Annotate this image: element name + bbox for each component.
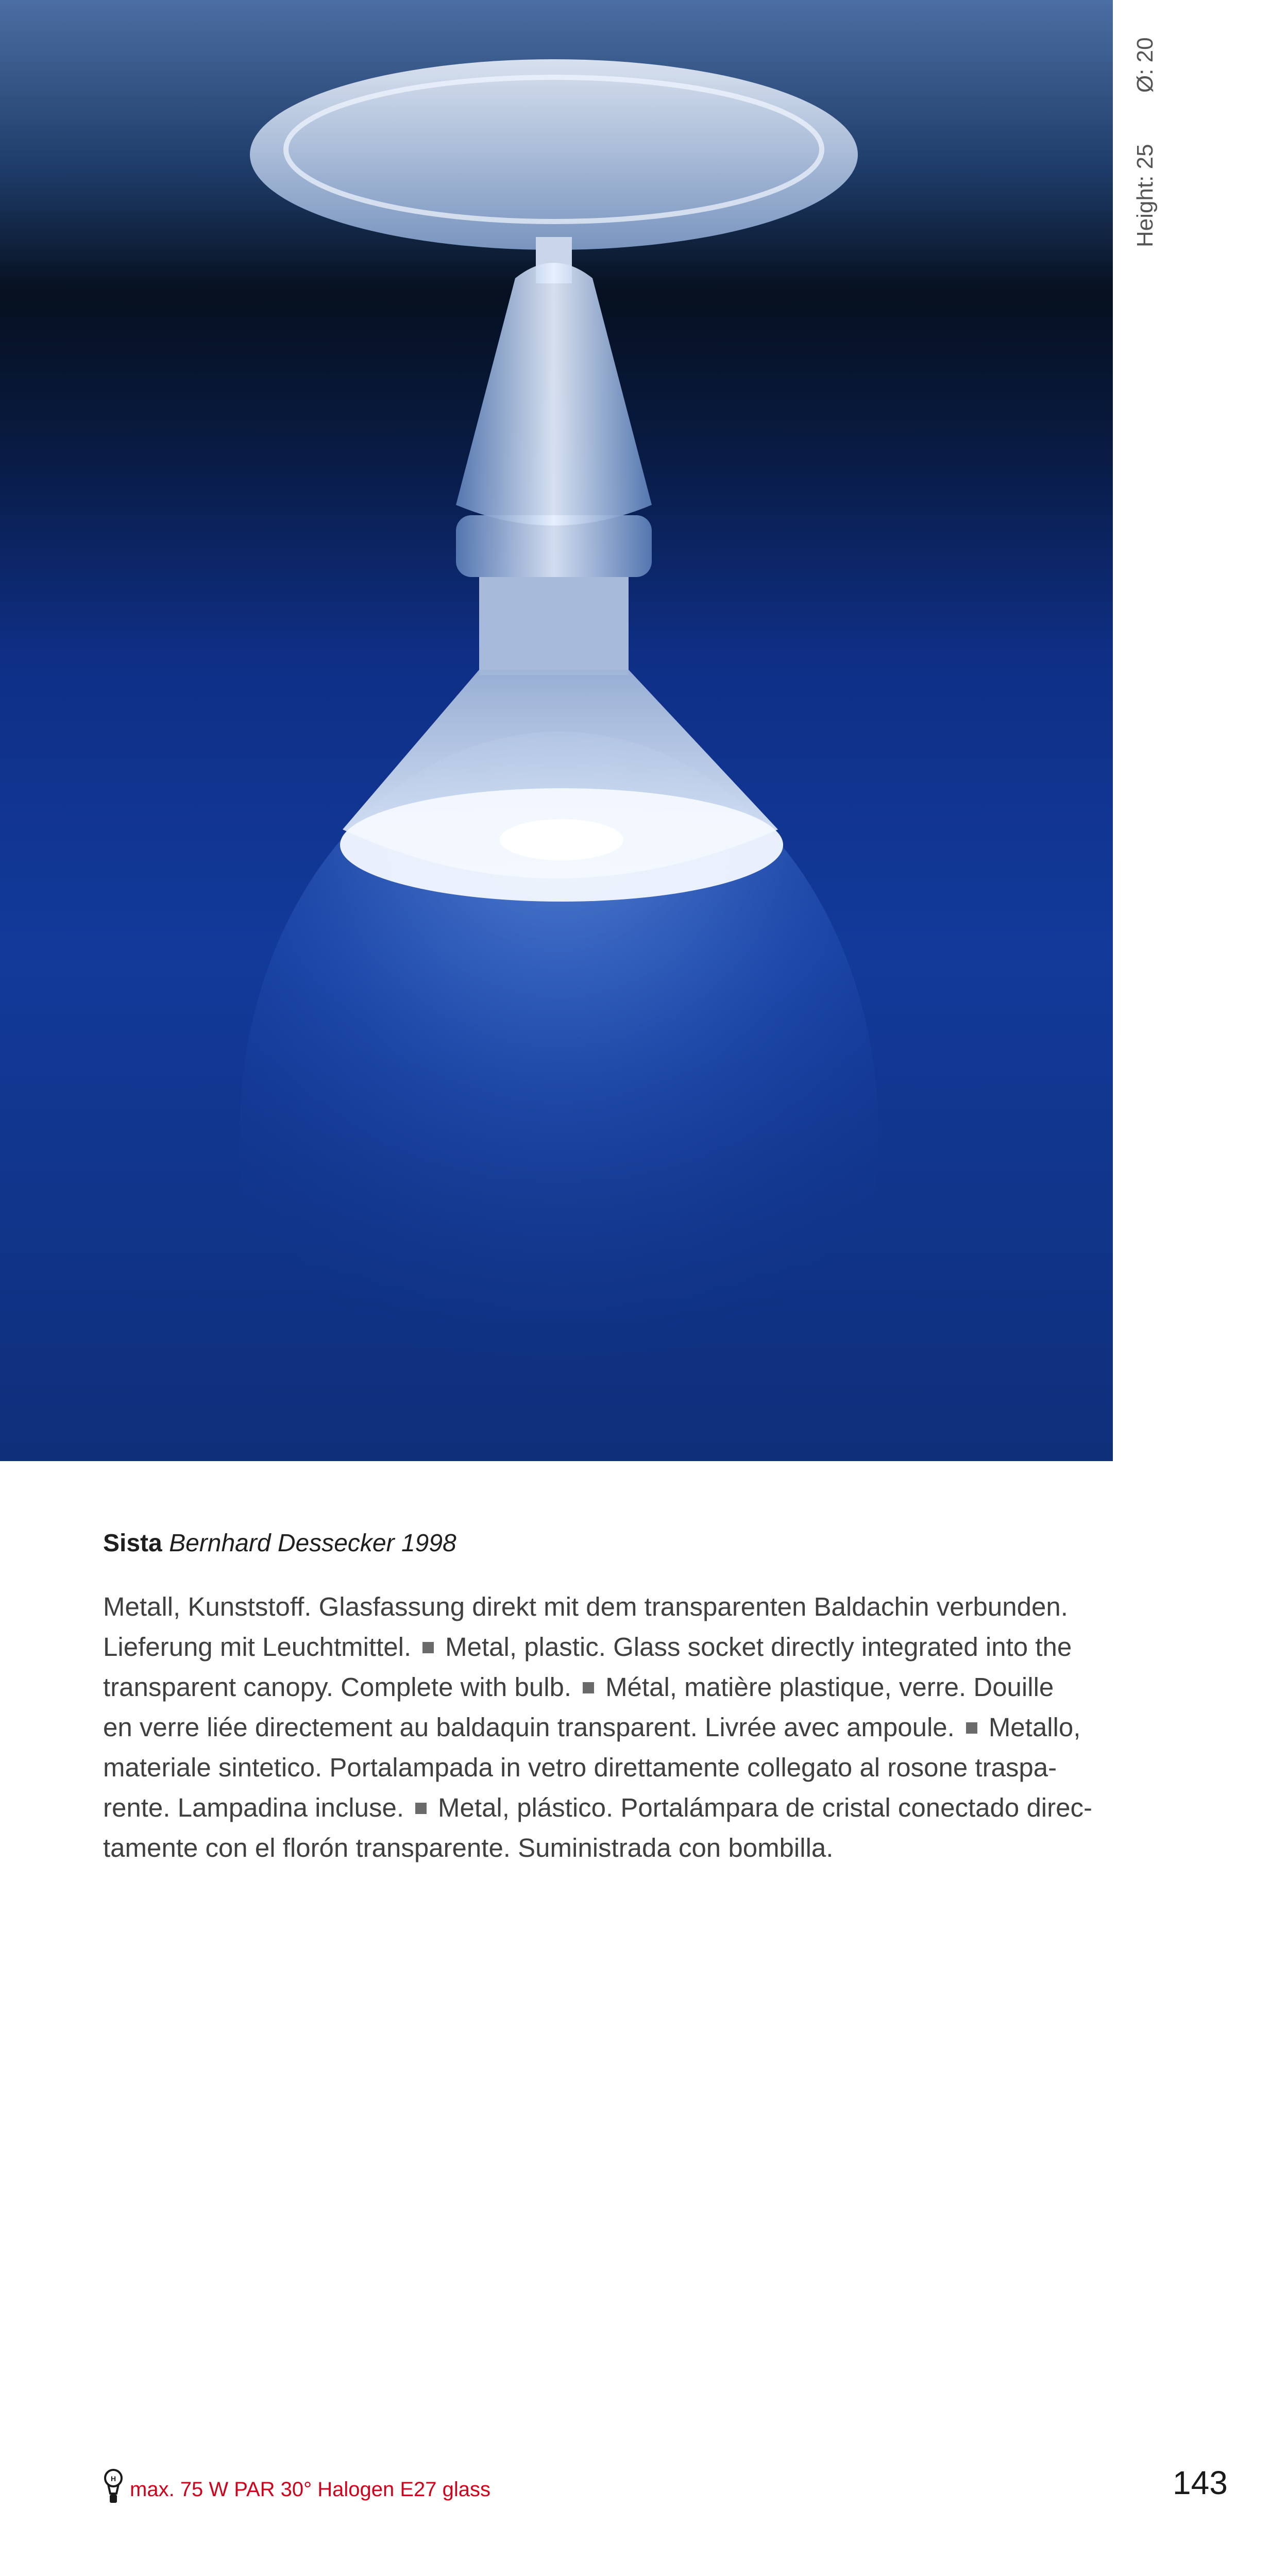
description-line: rente. Lampadina incluse. Metal, plástico. Portalámpara de cristal conectado direc- <box>103 1793 1092 1822</box>
designer-year: Bernhard Dessecker 1998 <box>169 1530 456 1557</box>
description-line: materiale sintetico. Portalampada in vetro direttamente collegato al rosone traspa- <box>103 1753 1057 1782</box>
product-photo <box>0 0 1113 1461</box>
svg-text:H: H <box>110 2475 116 2483</box>
glass-socket <box>456 263 652 526</box>
height-dimension: Height: 25 <box>1132 144 1158 247</box>
description-line: Lieferung mit Leuchtmittel. Metal, plastic. Glass socket directly integrated into the <box>103 1632 1072 1662</box>
separator-square-icon <box>966 1722 977 1734</box>
lamp-illustration <box>0 0 1113 1461</box>
product-title <box>103 1529 456 1557</box>
dimensions-label <box>1127 31 1163 268</box>
bulb-icon <box>103 2468 124 2510</box>
page-number: 143 <box>1173 2464 1228 2501</box>
separator-square-icon <box>583 1682 594 1693</box>
description-line: transparent canopy. Complete with bulb. Métal, matière plastique, verre. Douille <box>103 1672 1054 1702</box>
lamp-info: max. 75 W PAR 30° Halogen E27 glass <box>130 2478 491 2501</box>
description-line: en verre liée directement au baldaquin transparent. Livrée avec ampoule. Metallo, <box>103 1713 1081 1742</box>
diameter-dimension: Ø: 20 <box>1132 37 1158 93</box>
separator-square-icon <box>422 1642 434 1653</box>
description-line: Metall, Kunststoff. Glasfassung direkt mit dem transparenten Baldachin verbunden. <box>103 1592 1068 1621</box>
product-name: Sista <box>103 1530 162 1557</box>
separator-square-icon <box>415 1803 427 1814</box>
description-line: tamente con el florón transparente. Suministrada con bombilla. <box>103 1833 834 1862</box>
product-description <box>103 1587 1092 1868</box>
